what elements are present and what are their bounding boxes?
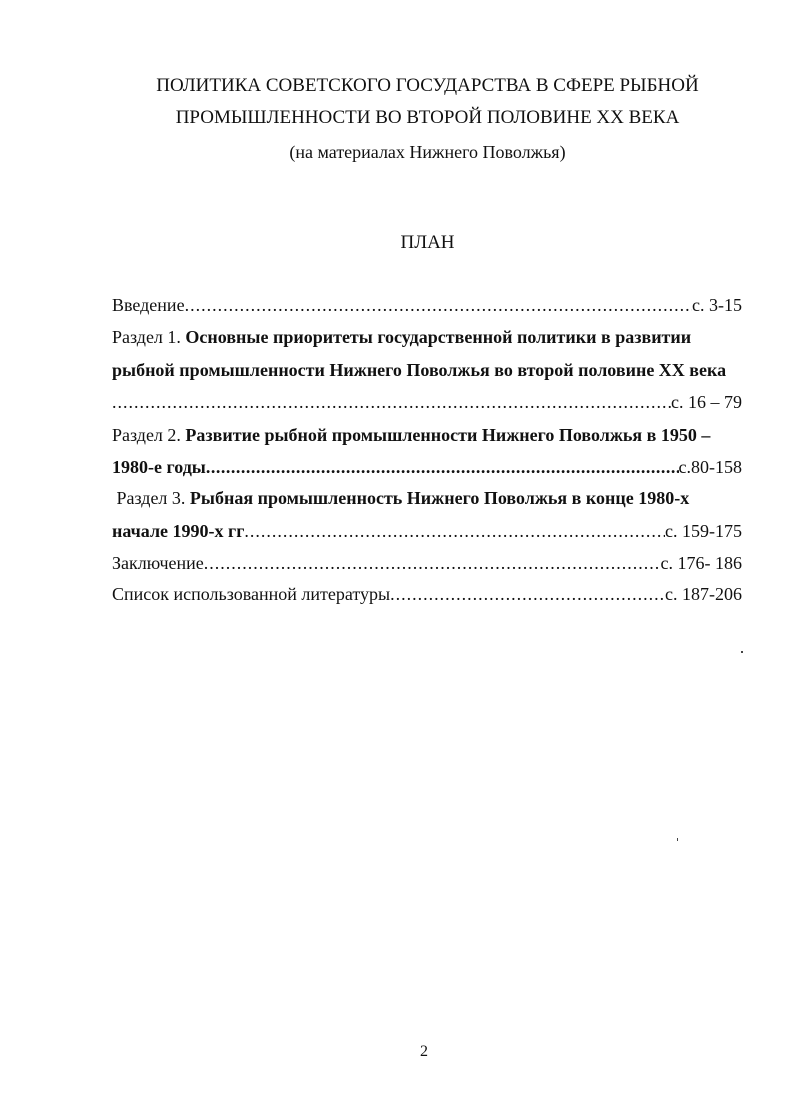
toc-conclusion-label: Заключение — [112, 553, 204, 573]
toc-section-1-title-line-1: Основные приоритеты государственной политики в развитии — [185, 327, 692, 347]
toc-section-2-title-line-2: 1980-е годы — [112, 457, 206, 477]
toc-entry-bibliography — [112, 583, 742, 605]
toc-section-1-title-line-2: рыбной промышленности Нижнего Поволжья во второй половине ХХ века — [112, 360, 727, 380]
toc-section-3-prefix: Раздел 3. — [112, 488, 190, 508]
toc-entry-section-3 — [112, 487, 742, 509]
title-subtitle: (на материалах Нижнего Поволжья) — [289, 142, 566, 162]
toc-section-1-prefix: Раздел 1. — [112, 327, 186, 347]
toc-entry-section-2-continued — [112, 456, 742, 478]
toc-section-1-pages: с. 16 – 79 — [671, 392, 742, 412]
toc-entry-conclusion — [112, 552, 742, 574]
toc-section-2-prefix: Раздел 2. — [112, 425, 186, 445]
toc-section-3-pages: с. 159-175 — [665, 521, 742, 541]
toc-entry-section-1-continued — [112, 359, 742, 381]
toc-intro-label: Введение — [112, 295, 185, 315]
toc-section-3-title-line-2: начале 1990-х гг — [112, 521, 245, 541]
page-number: 2 — [420, 1043, 428, 1060]
toc-bibliography-label: Список использованной литературы — [112, 584, 391, 604]
toc-entry-section-2 — [112, 424, 742, 446]
scan-speck — [677, 838, 678, 841]
toc-conclusion-pages: с. 176- 186 — [660, 553, 742, 573]
toc-entry-intro — [112, 294, 742, 316]
title-line-1: ПОЛИТИКА СОВЕТСКОГО ГОСУДАРСТВА В СФЕРЕ РЫБНОЙ — [156, 75, 699, 96]
toc-leader-dots — [390, 583, 665, 605]
toc-leader-dots — [185, 294, 692, 316]
toc-entry-section-1-pages-line — [112, 391, 742, 413]
toc-section-3-title-line-1: Рыбная промышленность Нижнего Поволжья в конце 1980-х — [189, 488, 690, 508]
toc-leader-dots — [112, 391, 671, 413]
toc-intro-pages: с. 3-15 — [692, 295, 742, 315]
toc-leader-dots — [204, 552, 661, 574]
plan-heading: ПЛАН — [400, 232, 455, 253]
toc-entry-section-1 — [112, 326, 742, 348]
toc-entry-section-3-continued — [112, 520, 742, 542]
toc-section-2-pages: с.80-158 — [678, 457, 742, 477]
toc-leader-dots — [206, 456, 679, 478]
title-line-2: ПРОМЫШЛЕННОСТИ ВО ВТОРОЙ ПОЛОВИНЕ ХХ ВЕКА — [175, 107, 680, 128]
toc-leader-dots — [244, 520, 665, 542]
scan-speck — [741, 651, 743, 653]
toc-section-2-title-line-1: Развитие рыбной промышленности Нижнего Поволжья в 1950 – — [185, 425, 711, 445]
toc-bibliography-pages: с. 187-206 — [665, 584, 742, 604]
